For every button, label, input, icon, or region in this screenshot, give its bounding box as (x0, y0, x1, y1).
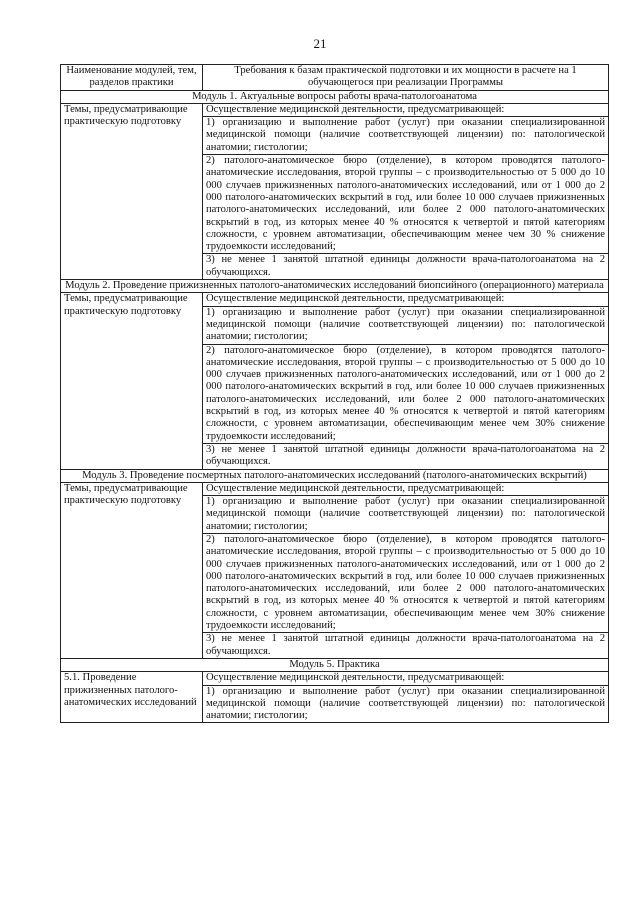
module-title: Модуль 5. Практика (61, 658, 609, 671)
content-row (61, 482, 609, 658)
requirement-item: 2) патолого-анатомическое бюро (отделение), в котором проводятся патолого-анатомические исследования, второй группы – с производительностью от 5 000 до 10 000 случаев прижизненных патолого-анатомических исследований, или от 1 000 до 2 000 патолого-анатомических вскрытий в год, или более 10 000 случаев прижизненных патолого-анатомических исследований, или более 2 000 патолого-анатомических вскрытий в год, из которых менее 40 % относятся к четвертой и пятой категориям сложности, с уровнем автоматизации, обеспечивающим менее чем 30% снижение трудоемкости исследований; (203, 344, 608, 443)
content-row (61, 103, 609, 279)
requirement-item: 1) организацию и выполнение работ (услуг) при оказании специализированной медицинской помощи (наличие соответствующей лицензии) по: патологической анатомии; гистологии; (203, 306, 608, 344)
module-title: Модуль 1. Актуальные вопросы работы врача-патологоанатома (61, 90, 609, 103)
requirements-table (60, 64, 609, 723)
topic-cell: 5.1. Проведение прижизненных патолого-анатомических исследований (61, 672, 203, 723)
content-row (61, 672, 609, 723)
header-col-requirements: Требования к базам практической подготовки и их мощности в расчете на 1 обучающегося при реализации Программы (203, 65, 609, 91)
module-row (61, 469, 609, 482)
requirement-item: 1) организацию и выполнение работ (услуг) при оказании специализированной медицинской помощи (наличие соответствующей лицензии) по: патологической анатомии; гистологии; (203, 116, 608, 154)
module-row (61, 658, 609, 671)
requirements-intro: Осуществление медицинской деятельности, предусматривающей: (206, 103, 505, 115)
requirement-item: 1) организацию и выполнение работ (услуг) при оказании специализированной медицинской помощи (наличие соответствующей лицензии) по: патологической анатомии; гистологии; (203, 685, 608, 723)
requirement-item: 3) не менее 1 занятой штатной единицы должности врача-патологоанатома на 2 обучающихся. (203, 443, 608, 469)
module-row (61, 90, 609, 103)
requirement-item: 2) патолого-анатомическое бюро (отделение), в котором проводятся патолого-анатомические исследования, второй группы – с производительностью от 5 000 до 10 000 случаев прижизненных патолого-анатомических исследований, или от 1 000 до 2 000 патолого-анатомических вскрытий в год, или более 10 000 случаев прижизненных патолого-анатомических исследований, или более 2 000 патолого-анатомических вскрытий в год, из которых менее 40 % относятся к четвертой и пятой категориям сложности, с уровнем автоматизации, обеспечивающим менее чем 30 % снижение трудоемкости исследований; (203, 154, 608, 253)
requirement-item: 1) организацию и выполнение работ (услуг) при оказании специализированной медицинской помощи (наличие соответствующей лицензии) по: патологической анатомии; гистологии; (203, 495, 608, 533)
module-title: Модуль 3. Проведение посмертных патолого-анатомических исследований (патолого-анатомических вскрытий) (61, 469, 609, 482)
table-header-row (61, 65, 609, 91)
content-row (61, 293, 609, 469)
requirement-item: 3) не менее 1 занятой штатной единицы должности врача-патологоанатома на 2 обучающихся. (203, 253, 608, 279)
table-body (61, 90, 609, 723)
requirement-item: 2) патолого-анатомическое бюро (отделение), в котором проводятся патолого-анатомические исследования, второй группы – с производительностью от 5 000 до 10 000 случаев прижизненных патолого-анатомических исследований, или от 1 000 до 2 000 патолого-анатомических вскрытий в год, или более 10 000 случаев прижизненных патолого-анатомических исследований, или более 2 000 патолого-анатомических вскрытий в год, из которых менее 40 % относятся к четвертой и пятой категориям сложности, с уровнем автоматизации, обеспечивающим менее чем 30% снижение трудоемкости исследований; (203, 533, 608, 632)
requirements-intro: Осуществление медицинской деятельности, предусматривающей: (206, 672, 505, 684)
requirement-item: 3) не менее 1 занятой штатной единицы должности врача-патологоанатома на 2 обучающихся. (203, 632, 608, 658)
requirements-cell (203, 482, 609, 658)
requirements-intro: Осуществление медицинской деятельности, предусматривающей: (206, 482, 505, 494)
topic-cell: Темы, предусматривающие практическую подготовку (61, 482, 203, 658)
topic-cell: Темы, предусматривающие практическую подготовку (61, 293, 203, 469)
page-number: 21 (313, 36, 327, 51)
requirements-cell (203, 672, 609, 723)
topic-cell: Темы, предусматривающие практическую подготовку (61, 103, 203, 279)
module-row (61, 280, 609, 293)
requirements-intro: Осуществление медицинской деятельности, предусматривающей: (206, 293, 505, 305)
requirements-cell (203, 103, 609, 279)
requirements-cell (203, 293, 609, 469)
module-title: Модуль 2. Проведение прижизненных патолого-анатомических исследований биопсийного (операционного) материала (61, 280, 609, 293)
header-col-modules: Наименование модулей, тем, разделов практики (61, 65, 203, 91)
